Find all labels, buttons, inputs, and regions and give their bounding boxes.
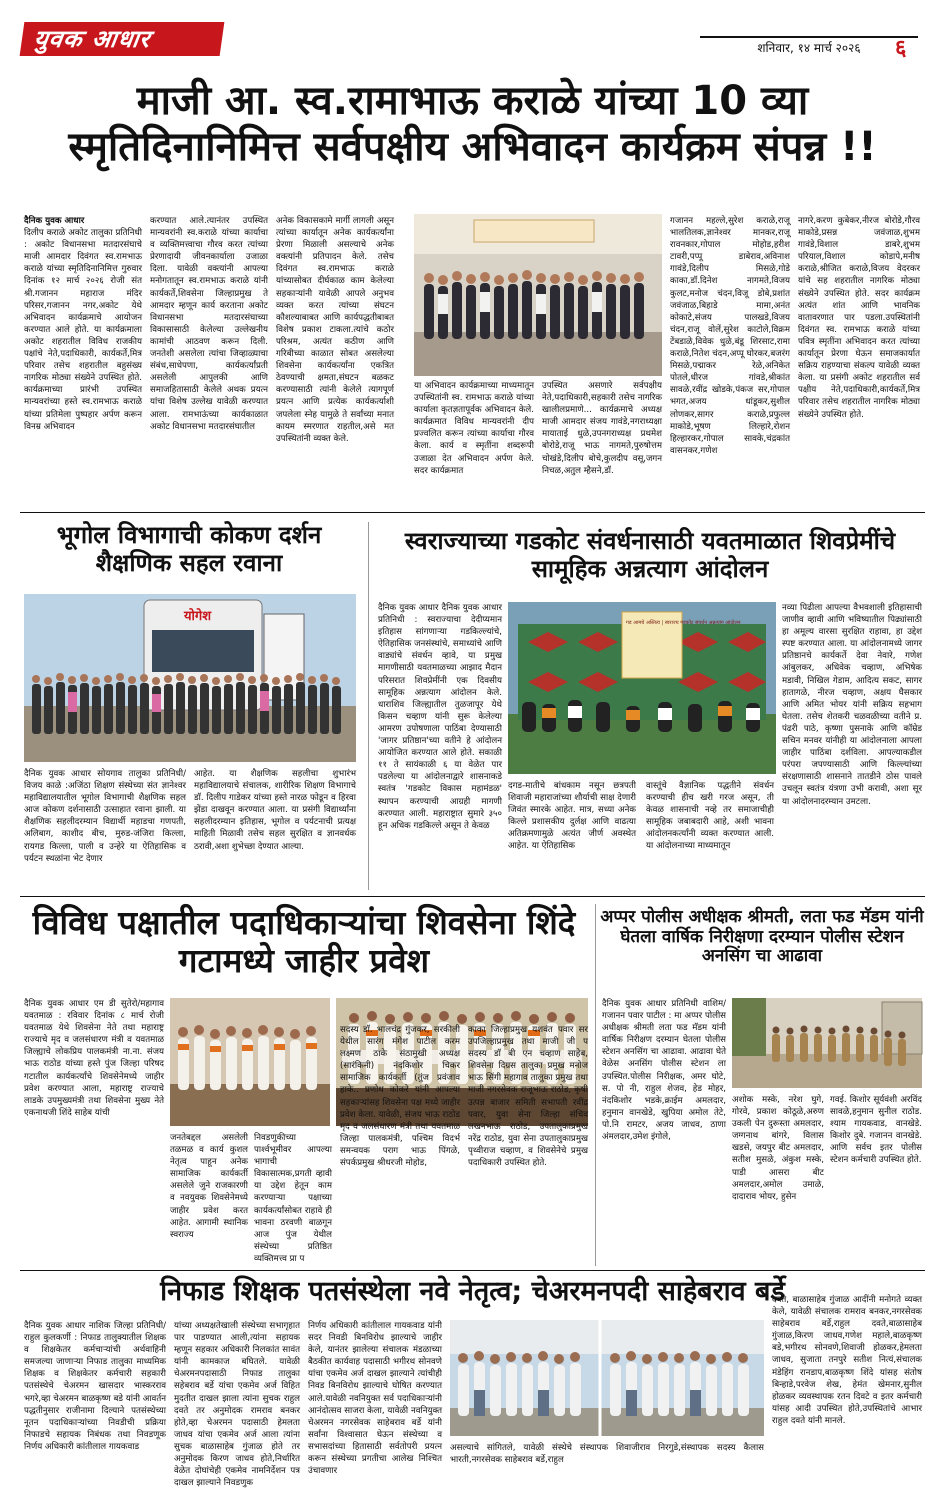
- story5-headline: अप्पर पोलीस अधीक्षक श्रीमती, लता फड मॅडम यांनी घेतला वार्षिक निरीक्षणा दरम्यान पोलीस स्टेशन अनसिंग चा आढावा: [600, 907, 924, 967]
- column-divider-2: [595, 904, 596, 1266]
- column-divider: [368, 522, 369, 890]
- story1-col2: करण्यात आले.त्यानंतर उपस्थित मान्यवरांनी स्व.कराळे यांच्या कार्याचा व व्यक्तिमत्त्वाचा गौरव करत त्यांच्या प्रेरणादायी जीवनकार्याला उजाळा दिला. यावेळी वक्त्यांनी आपल्या मनोगतातून स्व.रामभाऊ कराळे यांनी कार्यकर्ते,शिवसेना जिल्हाप्रमुख ते आमदार म्हणून कार्य करताना अकोट विधानसभा मतदारसंघाच्या विकासासाठी केलेल्या उल्लेखनीय कामांची आठवण करून दिली. जनतेशी असलेला त्यांचा जिव्हाळ्याचा संबंध,साधेपणा, कार्यकर्त्यांप्रती असलेली आपुलकी आणि समाजहितासाठी केलेले अथक प्रयत्न यांचा विशेष उल्लेख यावेळी करण्यात आला. रामभाऊंच्या कार्यकाळात अकोट विधानसभा मतदारसंघातील: [150, 216, 268, 432]
- story6-col2: यांच्या अध्यक्षतेखाली संस्थेच्या सभागृहात पार पाडण्यात आली,त्यांना सहायक म्हणून सहकार अधिकारी निलकांत सावंत यांनी कामकाज बघितले. यावेळी चेअरमनपदासाठी निफाड तालुका सहेबराव बर्डे यांचा एकमेव अर्ज विहित मुदतीत दाखल झाला त्यांना सुचक राहुल दवते तर अनुमोदक रामराव बनकर होते,व्हा चेअरमन पदासाठी हेमलता जाधव यांचा एकमेव अर्ज आला त्यांना सुचक बाळासाहेब गुंजाळ होते तर अनुमोदक किरण जाधव होते,निर्धारित वेळेत दोघांचेही एकमेव नामनिर्देशन पत्र दाखल झाल्याने निवडणुक: [174, 1321, 300, 1489]
- story6-headline: निफाड शिक्षक पतसंस्थेला नवे नेतृत्व; चेअरमनपदी साहेबराव बर्डे: [160, 1276, 785, 1307]
- story3-headline: स्वराज्याच्या गडकोट संवर्धनासाठी यवतमाळात शिवप्रेमींचे सामूहिक अन्नत्याग आंदोलन: [404, 527, 896, 583]
- protest-banner-text: गड आमचे अस्तित्व | स्वराज्य गडकोट संवर्धन अन्नत्याग आंदोलन: [626, 620, 741, 626]
- story3-col2: दगड-मातीचे बांधकाम नसून छत्रपती शिवाजी महाराजांच्या शौर्याची साक्ष देणारी जिवंत स्मारके आहेत. मात्र, सध्या अनेक किल्ले प्रशासकीय दुर्लक्ष आणि वाढत्या अतिक्रमणामुळे अत्यंत जीर्ण अवस्थेत आहेत. या ऐतिहासिक: [508, 781, 636, 852]
- story2-bus-photo: [24, 594, 356, 762]
- story6-col5: दवते, बाळासाहेब गुंजाळ आदींनी मनोगते व्यक्त केले, यावेळी संचालक रामराव बनकर,नगरसेवक साहेबराव बर्डे,राहुल दवते,बाळासाहेब गुंजाळ,किरण जाधव,गणेश महाले,बाळकृष्ण बडे,भगीरथ सोनवणे,शिवाजी होळकर,हेमलता जाधव, सुजाता तनपुरे सतीश नित्यं,संचालक मंडेहिंग रानडाप,बाळकृष्ण शिंदे यांसह संतोष बिन्हाडे,परवेज शेख, हेमंत खेमनार,सुनील होळकर व्यवस्थापक रतन दिवटे व इतर कर्मचारी यांसह आदी उपस्थित होते,उपस्थितांचे आभार राहुल दवते यांनी मानले.: [772, 1295, 922, 1426]
- story4-photo: [170, 998, 330, 1126]
- story3-col4: नव्या पिढीला आपल्या वैभवशाली इतिहासाची जाणीव व्हावी आणि भविष्यातील पिढ्यांसाठी हा अमूल्य वारसा सुरक्षित राहावा, हा उद्देश स्पष्ट करण्यात आला. या आंदोलनामध्ये जागर प्रतिष्ठानचे कार्यकर्ते देवा नेवारे, गणेश आंबुलकर, अधिवेक चव्हाण, अभिषेक मडावी, निखिल गेडाम, आदित्य सकट, सागर हातागळे, नीरज चव्हाण, अक्षय घैसकार आणि अमित भोयर यांनी सक्रिय सहभाग घेतला. तसेच शेतकरी चळवळीच्या वतीने प्र. पंढरी पाठे, कृष्णा पुसनाके आणि कॉम्रेड सचिन मनवर यांनीही या आंदोलनाला आपला जाहीर पाठिंबा दर्शविला. आपल्याकडील परंपरा जपण्यासाठी आणि किल्ल्यांच्या संरक्षणासाठी शासनाने तातडीने ठोस पावले उचलून स्वतंत्र यंत्रणा उभी करावी, अशा सूर या आंदोलनादरम्यान उमटला.: [782, 603, 922, 807]
- story6-photo-caption: असल्याचे सांगितले, यावेळी संस्थेचे संस्थापक शिवाजीराव निरगुडे,संस्थापक सदस्य कैलास भारती,नगरसेवक साहेबराव बर्डे,राहुल: [450, 1443, 764, 1466]
- story1-group-photo: [414, 214, 662, 376]
- story4-headline: विविध पक्षातील पदाधिकाऱ्यांचा शिवसेना शिंदे गटामध्ये जाहीर प्रवेश: [32, 903, 576, 980]
- divider-1: [20, 512, 925, 513]
- newspaper-logo: युवक आधार: [20, 22, 225, 56]
- story4-col5: काका जिल्हाप्रमुख यशवंत पवार सर उपजिल्हाप्रमुख तथा माजी जी प सदस्य डॉ बी एन चव्हाण साहेब, शिवसेना दिग्रस तालुका प्रमुख मनोज भाऊ सिंगी महागाव तालुका प्रमुख तथा माजी नगरसेवक राजूभाऊ राठोड, कृषी उत्पन्न बाजार समिती सभापती रवींद्र पवार, युवा सेना जिल्हा संचिव लखनभाऊ राठोड, उपतालुकाप्रमुख नरेंद्र राठोड, युवा सेना उपतालुकाप्रमुख पृथ्वीराज चव्हाण, व शिवसेनेचे प्रमुख पदाधिकारी उपस्थित होते.: [468, 1025, 588, 1169]
- story1-col1: [24, 215, 142, 505]
- story1-col1-text: दिलीप कराळे अकोट तालुका प्रतिनिधी : अकोट विधानसभा मतदारसंघाचे माजी आमदार दिवंगत स्व.रामभाऊ कराळे यांच्या स्मृतिदिनानिमित्त गुरुवार दिनांक १२ मार्च २०२६ रोजी संत श्री.गजानन महाराज मंदिर परिसर,गजानन नगर,अकोट येथे अभिवादन कार्यक्रमाचे आयोजन करण्यात आले होते. या कार्यक्रमाला अकोट शहरातील विविध राजकीय पक्षांचे नेते,पदाधिकारी, कार्यकर्ते,मित्र परिवार तसेच शहरातील बहुसंख्य नागरिक मोठ्या संख्येने उपस्थित होते. कार्यक्रमाच्या प्रारंभी उपस्थित मान्यवरांच्या हस्ते स्व.रामभाऊ कराळे यांच्या प्रतिमेला पुष्पहार अर्पण करून विनम्र अभिवादन: [24, 228, 142, 432]
- story5-col3: गवई. किशोर सूर्यवंशी अरविंद सावळे,हनुमान सुनील राठोड. श्याम गायकवाड, वानखेडे. किशोर दुबे. गजानन वानखेडे. आणि सर्वच इतर पोलीस स्टेशन कर्मचारी उपस्थित होते.: [830, 1095, 922, 1166]
- story2-col1: दैनिक युवक आधार सोयगाव तालुका प्रतिनिधी/ विजय काळे :अजिंठा शिक्षण संस्थेच्या संत ज्ञानेश्वर महाविद्यालयातील भूगोल विभागाची शैक्षणिक सहल आज कोकण दर्शनासाठी उत्साहात रवाना झाली. या शैक्षणिक सहलीदरम्यान विद्यार्थी महाडचा गणपती, अलिबाग, काशीद बीच, मुरुड-जंजिरा किल्ला, रायगड किल्ला, पाली व उन्हेरे या ऐतिहासिक व पर्यटन स्थळांना भेट देणार: [24, 769, 186, 864]
- story6-col1: दैनिक युवक आधार नाशिक जिल्हा प्रतिनिधी/राहुल कुलकर्णी : निफाड तालुक्यातील शिक्षक व शिक्षकेतर कर्मचाऱ्यांची अर्थवाहिनी समजल्या जाणाऱ्या निफाड तालुका माध्यमिक शिक्षक व शिक्षकेतर कर्मचारी सहकारी पतसंस्थेचे चेअरमन खासदार भास्करराव भगरे,व्हा चेअरमन बाळकृष्ण बडे यांनी आवर्तन पद्धतीनुसार राजीनामा दिल्याने पतसंस्थेच्या नूतन पदाधिकाऱ्यांच्या निवडीची प्रक्रिया निफाडचे सहायक निबंधक तथा निवडणूक निर्णय अधिकारी कांतीलाल गायकवाड: [24, 1321, 166, 1452]
- story4-col4: सदस्य डॉ. भालचंद्र गुंजकर, सरकीली येथील सारंग मंगेश पाटील करम लक्ष्मण ठाके संठामुखी अध्यक्ष (सारंकिनी) नंदकिशोर चिकर सामाजिक कार्यकर्ती (तुंज प्रवंजाव हाके.. प्रणोध कोकरे यांनी आपल्या सहकाऱ्यांसह शिवसेना पक्ष मध्ये जाहीर प्रवेश केला. यावेळी, संजय भाऊ राठोड मृद व जलसंधारण मंत्री तथा यवतमाळ जिल्हा पालकमंत्री, पश्चिम विदर्भ समन्वयक पराग भाऊ पिंगळे, संपर्कप्रमुख श्रीधरजी मोहोड,: [340, 1025, 460, 1169]
- story1-headline: माजी आ. स्व.रामाभाऊ कराळे यांच्या 10 व्या स्मृतिदिनानिमित्त सर्वपक्षीय अभिवादन कार्यक्रम संपन्न !!: [68, 78, 877, 170]
- masthead: [0, 0, 945, 64]
- story3-col1: दैनिक युवक आधार दैनिक युवक आधार प्रतिनिधी : स्वराज्याचा देदीप्यमान इतिहास सांगणाऱ्या गडकिल्ल्यांचे, ऐतिहासिक जनसंस्थांचे, समाध्यांचे आणि वाड्यांचे संवर्धन व्हावे, या प्रमुख मागणीसाठी यवतमाळच्या आझाद मैदान परिसरात शिवप्रेमींनी एक दिवसीय सामूहिक अन्नत्याग आंदोलन केले. धाराशिव जिल्ह्यातील तुळजापूर येथे किसन चव्हाण यांनी सुरू केलेल्या आमरण उपोषणाला पाठिंबा देण्यासाठी 'जागर प्रतिष्ठान'च्या वतीने हे आंदोलन आयोजित करण्यात आले होते. सकाळी ११ ते सायंकाळी ६ या वेळेत पार पडलेल्या या आंदोलनाद्वारे शासनाकडे स्वतंत्र 'गडकोट विकास महामंडळ' स्थापन करण्याची आग्रही मागणी करण्यात आली. महाराष्ट्रात सुमारे ३५० हून अधिक गडकिल्ले असून ते केवळ: [378, 603, 502, 831]
- story1-byline: दैनिक युवक आधार: [24, 216, 85, 226]
- story2-headline: भूगोल विभागाची कोकण दर्शन शैक्षणिक सहल रवाना: [56, 521, 322, 577]
- story1-col3: अनेक विकासकामे मार्गी लागली असून त्यांच्या कार्यातून अनेक कार्यकर्त्यांना प्रेरणा मिळाली असल्याचे अनेक वक्त्यांनी प्रतिपादन केले. तसेच दिवंगत स्व.रामभाऊ कराळे यांच्यासोबत दीर्घकाळ काम केलेल्या सहकाऱ्यांनी यावेळी आपले अनुभव व्यक्त करत त्यांच्या संघटन कौशल्याबाबत आणि कार्यपद्धतीबाबत विशेष प्रकाश टाकला.त्यांचे कठोर परिश्रम, अत्यंत कठीण आणि गरिबीच्या काळात सोबत असलेल्या शिवसेना कार्यकर्त्यांना एकत्रित ठेवण्याची क्षमता,संघटन बळकट करण्यासाठी त्यांनी केलेले त्यागपूर्ण प्रयत्न आणि प्रत्येक कार्यकर्त्याशी जपलेला स्नेह यामुळे ते सर्वांच्या मनात कायम स्मरणात राहतील,असे मत उपस्थितांनी व्यक्त केले.: [276, 216, 394, 444]
- story1-col7: नागरे,करण कुबेकर,नीरज बोरोडे,गौरव माकोडे,प्रसन्न जवंजाळ,शुभम गावंडे,विशाल डाबरे,शुभम परियाल,विशाल कोडापे,मनीष कराळे,श्रीजित कराळे,विजय वेदरकर यांचे सह शहरातील नागरिक मोठ्या संख्येने उपस्थित होते. सदर कार्यक्रम अत्यंत शांत आणि भावनिक वातावरणात पार पडला.उपस्थितांनी दिवंगत स्व. रामभाऊ कराळे यांच्या पवित्र स्मृतींना अभिवादन करत त्यांच्या कार्यातून प्रेरणा घेऊन समाजकार्यात सक्रिय राहण्याचा संकल्प यावेळी व्यक्त केला. या प्रसंगी अकोट शहरातील सर्व पक्षीय नेते,पदाधिकारी,कार्यकर्ते,मित्र परिवार तसेच शहरातील नागरिक मोठ्या संख्येने उपस्थित होते.: [798, 216, 920, 420]
- story2-col2: आहेत. या शैक्षणिक सहलीचा शुभारंभ महाविद्यालयाचे संचालक, शारीरिक शिक्षण विभागाचे डॉ. दिलीप गाडेकर यांच्या हस्ते नारळ फोडून व हिरवा झेंडा दाखवून करण्यात आला. या प्रसंगी विद्यार्थ्यांना सहलीदरम्यान इतिहास, भूगोल व पर्यटनाची प्रत्यक्ष माहिती मिळावी तसेच सहल सुरक्षित व ज्ञानवर्धक ठरावी,अशा शुभेच्छा देण्यात आल्या.: [194, 769, 356, 852]
- story3-col3: वास्तूंचे वैज्ञानिक पद्धतीने संवर्धन करण्याची हीच खरी गरज असून, ती केवळ शासनाची नव्हे तर समाजाचीही सामूहिक जबाबदारी आहे, अशी भावना आंदोलनकर्त्यांनी व्यक्त करण्यात आली. या आंदोलनाच्या माध्यमातून: [646, 781, 774, 852]
- divider-3: [20, 1270, 925, 1271]
- bus-name-label: योगेश: [184, 609, 212, 624]
- story6-col3: निर्णय अधिकारी कांतीलाल गायकवाड यांनी सदर निवडी बिनविरोध झाल्याचे जाहीर केले, यानंतर झालेल्या संचालक मंडळाच्या बैठकीत कार्यवाह पदासाठी भगीरथ सोनवणे यांचा एकमेव अर्ज दाखल झाल्याने त्यांचीही निवड बिनविरोध झाल्याचे घोषित करण्यात आले.यावेळी नवनियुक्त सर्व पदाधिकाऱ्यांनी आनंदोत्सव साजरा केला, यावेळी नवनियुक्त चेअरमन नगरसेवक साहेबराव बर्डे यांनी सर्वांना विश्वासात घेऊन संस्थेच्या व सभासदांच्या हितासाठी सर्वतोपरी प्रयत्न करून संस्थेच्या प्रगतीचा आलेख निश्चित उंचावणार: [308, 1321, 442, 1477]
- story1-col5: उपस्थित असणारे सर्वपक्षीय नेते,पदाधिकारी,सहकारी तसेच नागरिक खालीलप्रमाणे... कार्यक्रमाचे अध्यक्ष माजी आमदार संजय गावंडे,नगराध्यक्षा मायाताई धुळे,उपनगराध्यक्ष प्रथमेश बोरोडे,राजू भाऊ नागमते,पुरुषोत्तम चोखंडे,दिलीप बोचे,कुलदीप वसू,जगन निचळ,अतुल म्हैसने,डॉ.: [542, 381, 662, 476]
- story3-protest-photo: [508, 602, 776, 774]
- story5-parade-photo: [732, 998, 922, 1088]
- story4-col2: जनतेबद्दल असलेली तळमळ व कार्य कुशल नेतृत्व पाहून अनेक सामाजिक कार्यकर्ती असलेले जुने राजकारणी व नवयुवक शिवसेनेमध्ये जाहीर प्रवेश करत आहेत. आगामी स्थानिक स्वराज्य: [170, 1133, 248, 1240]
- issue-date: शनिवार, १४ मार्च २०२६: [700, 36, 918, 58]
- story6-group-photo: [450, 1320, 764, 1436]
- story5-col2: अशोक मस्के, नरेश घुगे, गोरवे, प्रकाश कोठूळे,अरुण उकली पेन दुरूस्ता अमलदार, जग्गनाथ बांगरे, विलास खडसे, जयपुर बीट अमलदार, सतीश मुसळे, अंकुश मस्के, पाडी आसरा बीट अमलदार,अमोल उमाळे, दादाराव भोयर, हुसेन: [732, 1095, 824, 1202]
- story1-col6: गजानन महल्ले,सुरेश कराळे,राजू भालतिलक,ज्ञानेश्वर मानकर,राजू रावनकार,गोपाल मोहोड,हरीश टावरी,पप्पू डाबेराव,अविनाश गावंडे,दिलीप मिसळे,गोडे काका,डॉ.दिनेश नागमते,विजय कुलट,मनोज चंदन,विजू डोबे,प्रशांत जवंजाळ,बिहाडे मामा,अनंत कोकाटे,संजय पालखडे,विजय चंदन,राजू वोलें,सुरेश काटोले,विक्रम टेंबडाळे,विवेक धुळे,बंडू शिरसाट,रामा कराळे,नितेश चंदन,अप्पू घोरकर,बजरंग मिसळे,पद्माकर रेळे,अनिकेत पोतले,धीरज गांवडे,श्रीकांत सावळे,रवींद्र खोडके,पंकज सर,गोपाल भगत,अजय धांडूकर,सुशील लोणकर,सागर कराळे,प्रफुल्ल माकोडे,भूषण लिल्हारे,रोशन हिल्हारकर,गोपाल सावके,चंद्रकांत वासनकर,गणेश: [670, 216, 790, 456]
- story5-col1: दैनिक युवक आधार प्रतिनिधी वाशिम/ गजानन पवार पाटील : मा अप्पर पोलीस अधीक्षक श्रीमती लता फड मॅडम यांनी वार्षिक निरीक्षण दरम्यान घेतला पोलीस स्टेशन अनसिंग चा आढावा. आढावा घेते वेळेस अनसिंग पोलीस स्टेशन ला उपस्थित.पोलीस निरीक्षक, अमर घोटे, स. पो नी, राहुल शेजव, हेड मोहर, नंदकिशोर भडके,क्राईम अमलदार, हनुमान वानखेडे, खुपिया अमोल तेटे, पो.नि रामटर, अजय जाधव, ठाणा अंमलदार,उमेश इंगोले,: [602, 999, 726, 1143]
- page-number: ६: [895, 36, 907, 61]
- story1-photo-caption: या अभिवादन कार्यक्रमाच्या माध्यमातून उपस्थितांनी स्व. रामभाऊ कराळे यांच्या कार्याला कृतज्ञतापूर्वक अभिवादन केले. कार्यक्रमात विविध मान्यवरांनी दीप प्रज्वलित करून त्यांच्या कार्याचा गौरव केला. कार्य व स्मृतींना शब्दरूपी उजाळा देत अभिवादन अर्पण केले. सदर कार्यक्रमात: [414, 381, 534, 476]
- divider-2: [20, 896, 925, 897]
- story4-col1: दैनिक युवक आधार एम डी सुतेरो/महागाव यवतमाळ : रविवार दिनांक ८ मार्च रोजी यवतमाळ येथे शिवसेना नेते तथा महाराष्ट्र राज्याचे मृद व जलसंधारण मंत्री व यवतमाळ जिल्ह्याचे लोकप्रिय पालकमंत्री ना.ना. संजय भाऊ राठोड यांच्या हस्ते पुंज जिल्हा परिषद गटातील कार्यकर्त्यांचे शिवसेनेमध्ये जाहीर प्रवेश करण्यात आला, महाराष्ट्र राज्याचे लाडके उपमुख्यमंत्री तथा शिवसेना मुख्य नेते एकनाथजी शिंदे साहेब यांची: [24, 999, 164, 1118]
- story4-col3: निवडणुकीच्या पार्श्वभूमीवर आपल्या भागाची विकासात्मक,प्रगती व्हावी या उद्देश हेतून काम करण्याऱ्या पक्षाच्या कार्यकर्त्यांसोबत राहावे ही भावना ठरवणी बाळगून आज पुंज येथील संस्थेच्या प्रतिष्ठित व्यक्तिमत्त्व प्रा प: [254, 1133, 332, 1264]
